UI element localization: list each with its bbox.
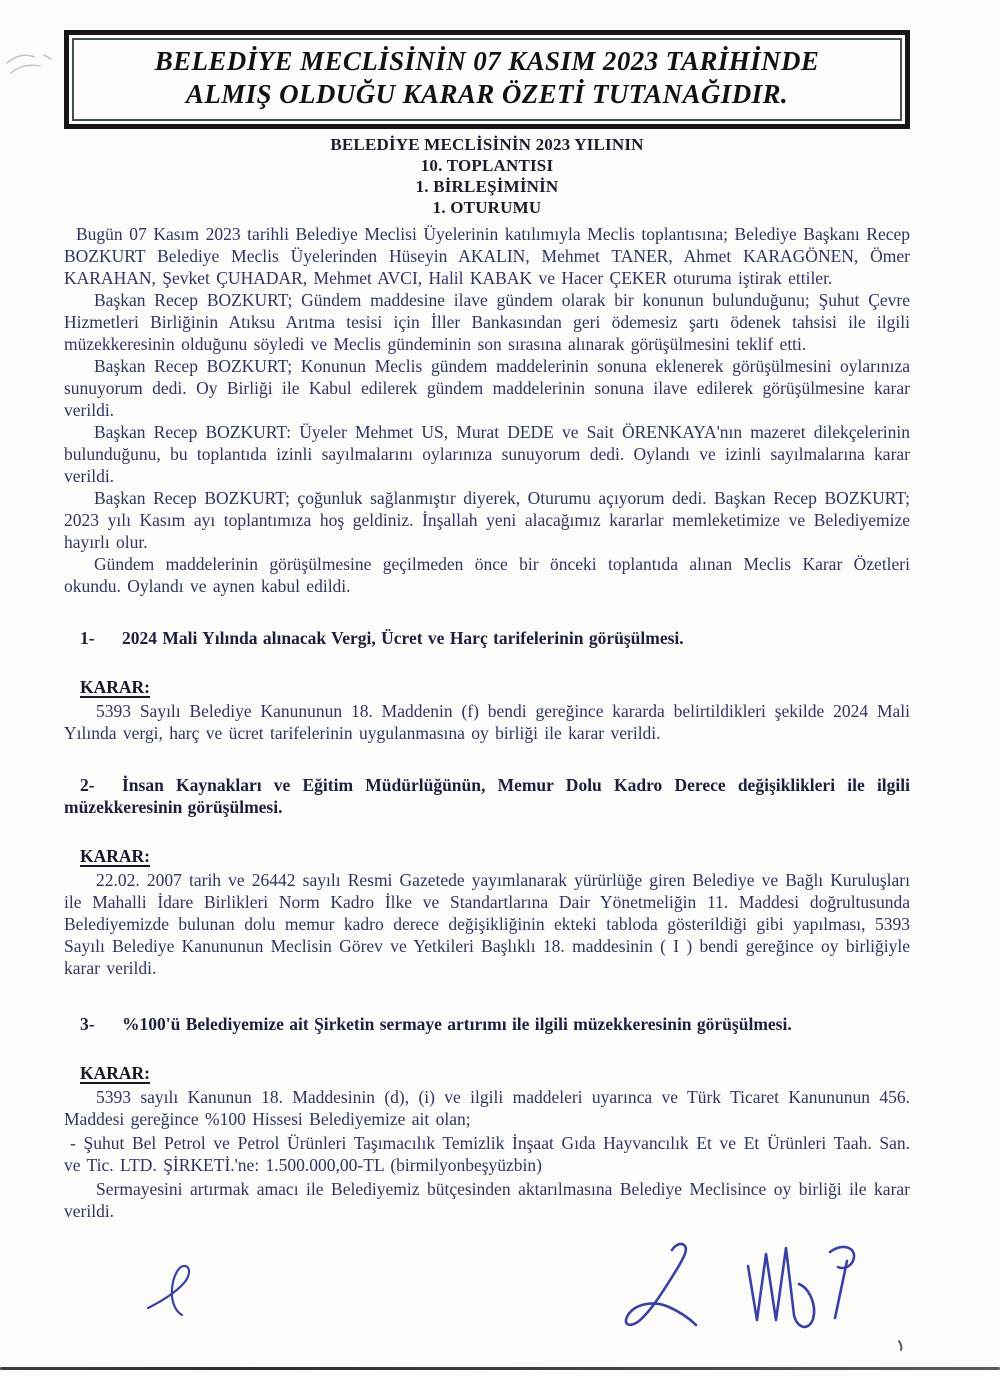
subtitle-meeting-line: 10. TOPLANTISI bbox=[420, 156, 554, 175]
karar-label-1: KARAR: bbox=[80, 677, 150, 697]
paragraph-agenda-vote: Başkan Recep BOZKURT; Konunun Meclis gündem maddelerinin sonuna eklenerek görüşülmesini oylarınıza sunuyorum dedi. Oy Birliği ile Kabul edilerek gündem maddelerinin sonuna ilave edilerek görüşülmesine karar verildi. bbox=[64, 356, 910, 420]
meeting-subtitle bbox=[64, 134, 910, 218]
scan-edge-line bbox=[0, 1367, 1000, 1370]
agenda-item-3-heading bbox=[64, 1013, 910, 1035]
paragraph-added-agenda: Başkan Recep BOZKURT; Gündem maddesine ilave gündem olarak bir konunun bulunduğunu; Şuhut Çevre Hizmetleri Birliğinin Atıksu Arıtma tesisi için İller Bankasından geri ödemesiz şartı ödenek tahsisi ile ilgili müzekkeresinin olduğunu söyledi ve Meclis gündeminin son sırasına alınarak görüşülmesini teklif etti. bbox=[64, 290, 910, 354]
karar-text-2: 22.02. 2007 tarih ve 26442 sayılı Resmi Gazetede yayımlanarak yürürlüğe giren Belediye ve Bağlı Kuruluşları ile Mahalli İdare Birlikleri Norm Kadro İlke ve Standartlarına Dair Yönetmeliğin 11. Maddesi doğrultusunda Belediyemizde bulunan dolu memur kadro derece değişikliğinin ekteki tabloda gösterildiği gibi yapılması, 5393 Sayılı Belediye Kanununun Meclisin Görev ve Yetkileri Başlıklı 18. maddesinin ( I ) bendi gereğince oy birliğiyle karar verildi. bbox=[64, 870, 910, 978]
subtitle-session-line: 1. BİRLEŞİMİNİN bbox=[415, 177, 559, 196]
agenda-item-2-number: 2- bbox=[80, 775, 95, 795]
opening-paragraphs bbox=[64, 223, 910, 597]
document-content bbox=[64, 30, 910, 1222]
signature-center bbox=[626, 1244, 696, 1325]
agenda-item-3-number: 3- bbox=[80, 1014, 95, 1034]
agenda-item-1-title: 2024 Mali Yılında alınacak Vergi, Ücret ve Harç tarifelerinin görüşülmesi. bbox=[122, 628, 684, 648]
title-box bbox=[64, 30, 910, 129]
paragraph-previous-minutes: Gündem maddelerinin görüşülmesine geçilmeden önce bir önceki toplantıda alınan Meclis Karar Özetleri okundu. Oylandı ve aynen kabul edildi. bbox=[64, 554, 910, 596]
signature-left bbox=[148, 1266, 189, 1315]
paragraph-attendance: Bugün 07 Kasım 2023 tarihli Belediye Meclisi Üyelerinin katılımıyla Meclis toplantısına; Belediye Başkanı Recep BOZKURT Belediye Meclis Üyelerinden Hüseyin AKALIN, Mehmet TANER, Ahmet KARAGÖNEN, Ömer KARAHAN, Şevket ÇUHADAR, Mehmet AVCI, Halil KABAK ve Hacer ÇEKER oturuma iştirak ettiler. bbox=[64, 224, 910, 288]
agenda-item-1-number: 1- bbox=[80, 628, 95, 648]
agenda-item-1-heading bbox=[64, 627, 910, 649]
karar-label-2: KARAR: bbox=[80, 846, 150, 866]
subtitle-year-line: BELEDİYE MECLİSİNİN 2023 YILININ bbox=[330, 135, 644, 154]
agenda-item-2-heading bbox=[64, 774, 910, 818]
title-box-inner bbox=[72, 38, 902, 121]
karar-text-3a: 5393 sayılı Kanunun 18. Maddesinin (d), (i) ve ilgili maddeleri uyarınca ve Türk Ticaret Kanununun 456. Maddesi gereğince %100 Hissesi Belediyemize ait olan; bbox=[64, 1087, 910, 1129]
karar-text-1: 5393 Sayılı Belediye Kanununun 18. Maddenin (f) bendi gereğince kararda belirtildikleri şekilde 2024 Mali Yılında vergi, harç ve ücret tarifelerinin uygulanmasına oy birliği ile karar verildi. bbox=[64, 701, 910, 743]
agenda-item-3-title: %100'ü Belediyemize ait Şirketin sermaye artırımı ile ilgili müzekkeresinin görüşülmesi. bbox=[122, 1014, 792, 1034]
signature-right bbox=[748, 1247, 854, 1327]
pencil-mark bbox=[7, 55, 51, 73]
agenda-item-2-title: İnsan Kaynakları ve Eğitim Müdürlüğünün, Memur Dolu Kadro Derece değişiklikleri ile ilgili müzekkeresinin görüşülmesi. bbox=[64, 775, 910, 817]
subtitle-sitting-line: 1. OTURUMU bbox=[432, 198, 542, 217]
karar-text-3c: Sermayesini artırmak amacı ile Belediyemiz bütçesinden aktarılmasına Belediye Meclisince oy birliği ile karar verildi. bbox=[64, 1179, 910, 1221]
agenda-items bbox=[64, 627, 910, 1222]
karar-text-3b: - Şuhut Bel Petrol ve Petrol Ürünleri Taşımacılık Temizlik İnşaat Gıda Hayvancılık Et ve Et Ürünleri Taah. San. ve Tic. LTD. ŞİRKETİ.'ne: 1.500.000,00-TL (birmilyonbeşyüzbin) bbox=[64, 1133, 910, 1175]
paragraph-session-opening: Başkan Recep BOZKURT; çoğunluk sağlanmıştır diyerek, Oturumu açıyorum dedi. Başkan Recep BOZKURT; 2023 yılı Kasım ayı toplantımıza hoş geldiniz. İnşallah yeni alacağımız kararlar memleketimize ve Belediyemize hayırlı olur. bbox=[64, 488, 910, 552]
karar-label-3: KARAR: bbox=[80, 1063, 150, 1083]
document-title-line2: ALMIŞ OLDUĞU KARAR ÖZETİ TUTANAĞIDIR. bbox=[185, 79, 789, 109]
paragraph-excused-members: Başkan Recep BOZKURT: Üyeler Mehmet US, Murat DEDE ve Sait ÖRENKAYA'nın mazeret dilekçelerinin bulunduğunu, bu toplantıda izinli sayılmalarını oylarınıza sunuyorum dedi. Oylandı ve izinli sayılmalarına karar verildi. bbox=[64, 422, 910, 486]
ink-tick bbox=[899, 1341, 901, 1350]
document-title-line1: BELEDİYE MECLİSİNİN 07 KASIM 2023 TARİHİNDE bbox=[154, 46, 820, 76]
